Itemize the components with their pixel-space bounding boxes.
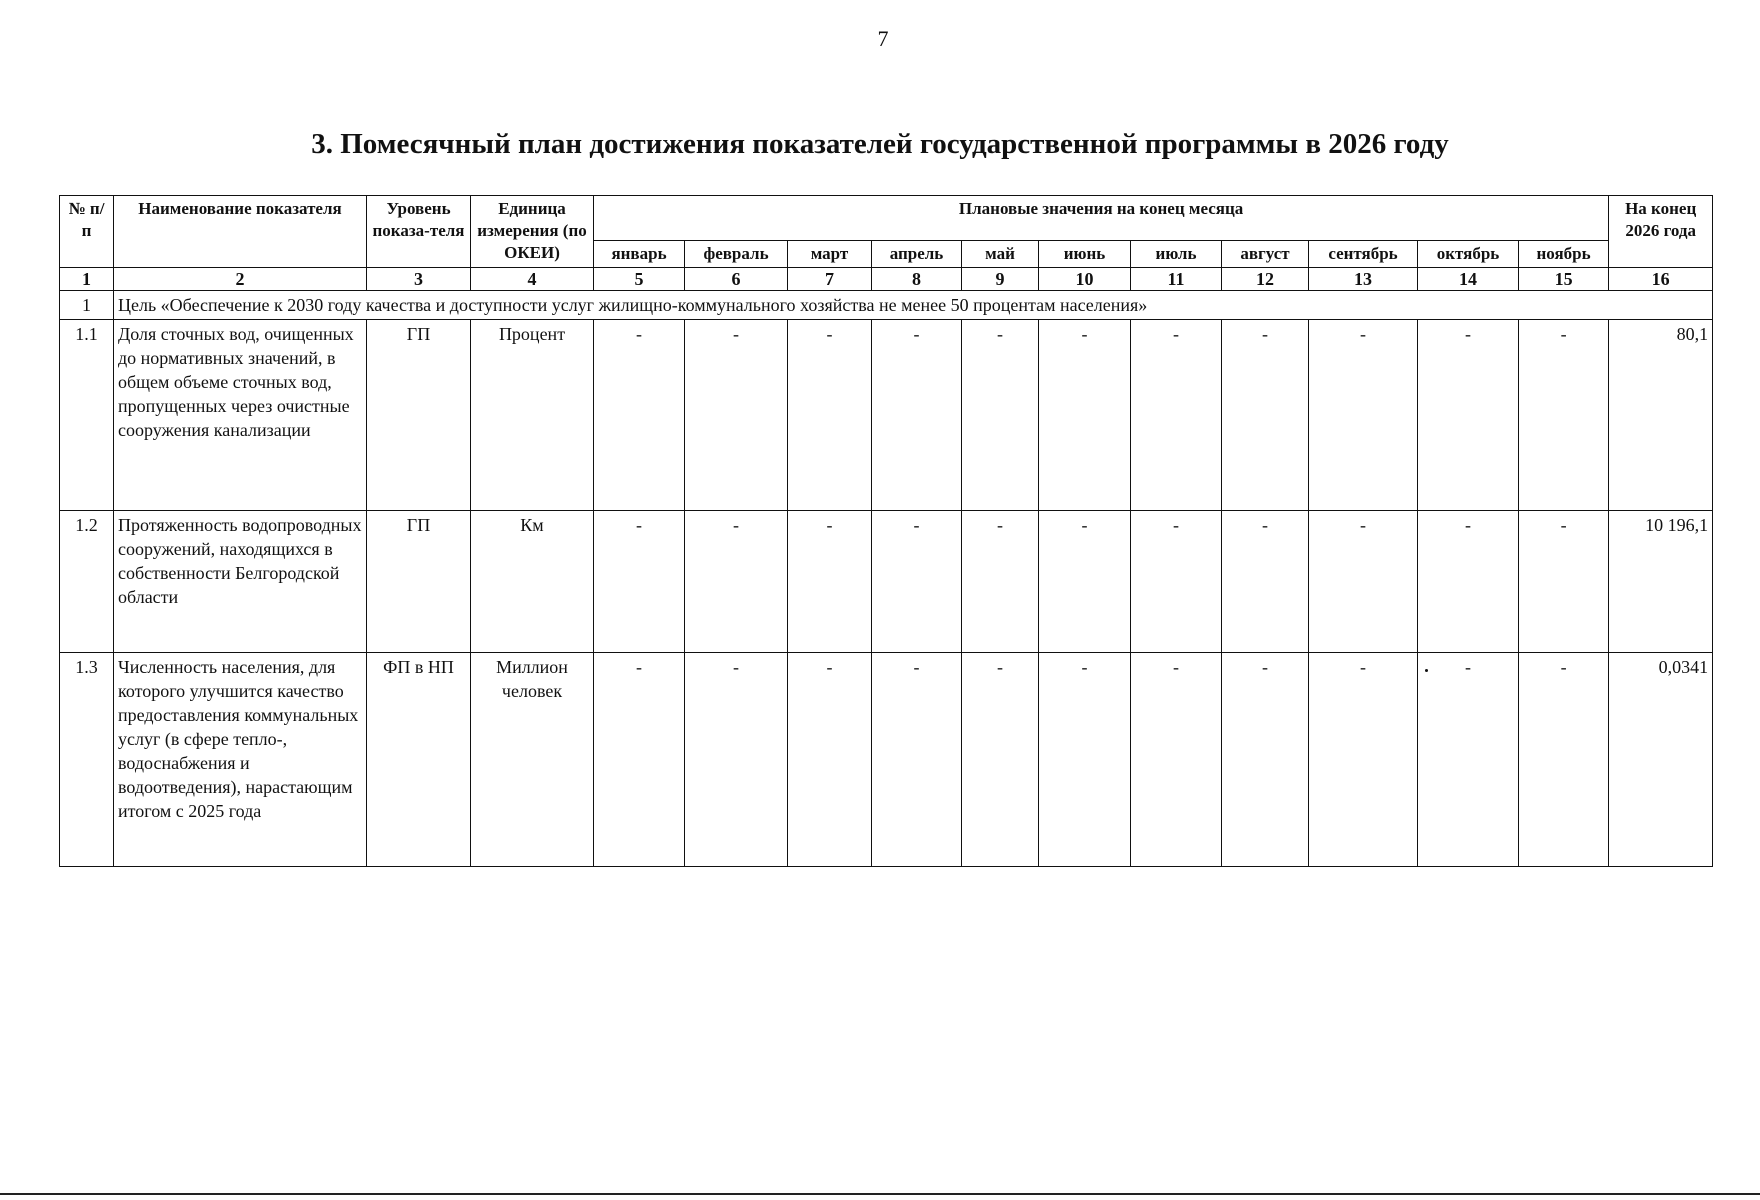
- month-value: -: [685, 653, 788, 867]
- end-of-year-value: 0,0341: [1609, 653, 1713, 867]
- month-value: -: [1519, 653, 1609, 867]
- month-value: -: [1039, 653, 1131, 867]
- month-value: -: [1131, 653, 1222, 867]
- header-indicator-name: Наименование показателя: [114, 196, 367, 268]
- month-value: -: [1222, 511, 1309, 653]
- header-month: август: [1222, 241, 1309, 268]
- header-month: март: [788, 241, 872, 268]
- header-month: октябрь: [1418, 241, 1519, 268]
- month-value: -: [594, 653, 685, 867]
- indicator-level: ГП: [367, 511, 471, 653]
- end-of-year-value: 10 196,1: [1609, 511, 1713, 653]
- column-number: 9: [962, 268, 1039, 291]
- header-unit: Единица измерения (по ОКЕИ): [471, 196, 594, 268]
- row-num: 1.3: [60, 653, 114, 867]
- indicator-name: Протяженность водопроводных сооружений, находящихся в собственности Белгородской области: [114, 511, 367, 653]
- header-month: сентябрь: [1309, 241, 1418, 268]
- month-value: -: [1418, 653, 1519, 867]
- month-value: -: [685, 511, 788, 653]
- month-value: -: [1222, 320, 1309, 511]
- header-month: февраль: [685, 241, 788, 268]
- column-number: 1: [60, 268, 114, 291]
- header-month: апрель: [872, 241, 962, 268]
- table-row: [60, 320, 1713, 511]
- indicator-unit: Миллион человек: [471, 653, 594, 867]
- month-value: -: [1309, 653, 1418, 867]
- month-value: -: [1309, 511, 1418, 653]
- column-number: 13: [1309, 268, 1418, 291]
- column-number: 4: [471, 268, 594, 291]
- indicator-name: Доля сточных вод, очищенных до нормативных значений, в общем объеме сточных вод, пропущенных через очистные сооружения канализации: [114, 320, 367, 511]
- month-value: -: [1222, 653, 1309, 867]
- month-value: -: [1519, 511, 1609, 653]
- month-value: -: [788, 511, 872, 653]
- month-value: -: [594, 320, 685, 511]
- header-month: ноябрь: [1519, 241, 1609, 268]
- goal-row: [60, 291, 1713, 320]
- month-value: -: [962, 511, 1039, 653]
- indicator-unit: Процент: [471, 320, 594, 511]
- row-num: 1.2: [60, 511, 114, 653]
- header-indicator-level: Уровень показа-теля: [367, 196, 471, 268]
- indicator-name: Численность населения, для которого улучшится качество предоставления коммунальных услуг (в сфере тепло-, водоснабжения и водоотведения), нарастающим итогом с 2025 года: [114, 653, 367, 867]
- header-row-top: [60, 196, 1713, 241]
- column-number: 6: [685, 268, 788, 291]
- month-value: -: [962, 320, 1039, 511]
- month-value: -: [1418, 320, 1519, 511]
- goal-text: Цель «Обеспечение к 2030 году качества и доступности услуг жилищно-коммунального хозяйства не менее 50 процентам населения»: [114, 291, 1713, 320]
- month-value: -: [872, 320, 962, 511]
- header-month: июнь: [1039, 241, 1131, 268]
- month-value: -: [962, 653, 1039, 867]
- column-number: 10: [1039, 268, 1131, 291]
- header-month: май: [962, 241, 1039, 268]
- column-number: 11: [1131, 268, 1222, 291]
- column-number: 16: [1609, 268, 1713, 291]
- month-value: -: [872, 511, 962, 653]
- month-value: -: [1309, 320, 1418, 511]
- column-number: 7: [788, 268, 872, 291]
- column-number: 15: [1519, 268, 1609, 291]
- month-value: -: [788, 653, 872, 867]
- column-number: 5: [594, 268, 685, 291]
- column-numbers-row: [60, 268, 1713, 291]
- month-value: -: [1039, 320, 1131, 511]
- indicator-level: ФП в НП: [367, 653, 471, 867]
- indicator-unit: Км: [471, 511, 594, 653]
- column-number: 8: [872, 268, 962, 291]
- header-num: № п/п: [60, 196, 114, 268]
- month-value: -: [685, 320, 788, 511]
- month-value: -: [872, 653, 962, 867]
- goal-num: 1: [60, 291, 114, 320]
- monthly-plan-table: [59, 195, 1713, 867]
- month-value: -: [594, 511, 685, 653]
- header-end-of-year: На конец 2026 года: [1609, 196, 1713, 268]
- table-row: [60, 653, 1713, 867]
- header-planned-values: Плановые значения на конец месяца: [594, 196, 1609, 241]
- table-row: [60, 511, 1713, 653]
- document-title: 3. Помесячный план достижения показателей государственной программы в 2026 году: [311, 128, 1449, 160]
- month-value: -: [1131, 320, 1222, 511]
- header-month: июль: [1131, 241, 1222, 268]
- column-number: 12: [1222, 268, 1309, 291]
- scan-dot: [1425, 669, 1428, 672]
- month-value: -: [788, 320, 872, 511]
- month-value: -: [1418, 511, 1519, 653]
- month-value: -: [1519, 320, 1609, 511]
- indicator-level: ГП: [367, 320, 471, 511]
- row-num: 1.1: [60, 320, 114, 511]
- month-value: -: [1039, 511, 1131, 653]
- page-number: 7: [877, 26, 889, 51]
- month-value: -: [1131, 511, 1222, 653]
- column-number: 3: [367, 268, 471, 291]
- column-number: 2: [114, 268, 367, 291]
- column-number: 14: [1418, 268, 1519, 291]
- header-month: январь: [594, 241, 685, 268]
- end-of-year-value: 80,1: [1609, 320, 1713, 511]
- bottom-rule: [0, 1193, 1760, 1195]
